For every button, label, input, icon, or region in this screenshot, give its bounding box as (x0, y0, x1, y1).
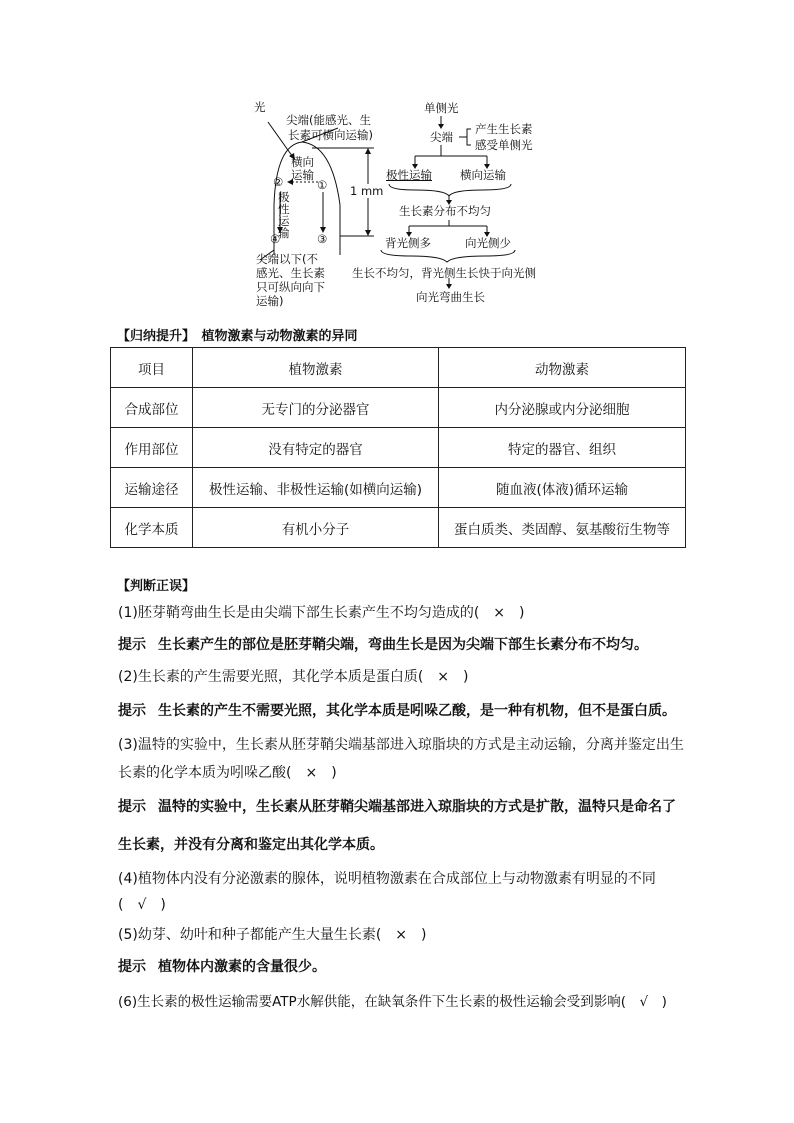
hint-5 (118, 956, 326, 976)
tip-note-line1: 尖端(能感光、生 (286, 113, 371, 127)
polar-char-3: 运 (278, 214, 290, 228)
question-2: (2)生长素的产生需要光照，其化学本质是蛋白质( × ) (118, 669, 469, 685)
table-cell: 化学本质 (111, 508, 193, 548)
table-cell: 运输途径 (111, 468, 193, 508)
circle-1: ① (317, 178, 328, 192)
circle-3: ③ (317, 232, 328, 246)
question-1: (1)胚芽鞘弯曲生长是由尖端下部生长素产生不均匀造成的( × ) (118, 605, 525, 621)
lateral-label-2: 运输 (291, 168, 314, 182)
question-3-line1: (3)温特的实验中，生长素从胚芽鞘尖端基部进入琼脂块的方式是主动运输，分离并鉴定出生 (118, 737, 684, 753)
polar-char-1: 极 (278, 190, 290, 204)
question-3-line2: 长素的化学本质为吲哚乙酸( × ) (118, 765, 337, 781)
table-cell: 内分泌腺或内分泌细胞 (439, 388, 686, 428)
back-side-more-label: 背光侧多 (385, 236, 431, 250)
dim-label: 1 mm (350, 184, 384, 198)
table-row (111, 428, 686, 468)
polar-char-4: 输 (278, 226, 290, 240)
hint-1 (118, 634, 648, 654)
hint-3-line1 (118, 796, 676, 816)
hint-label: 提示 (118, 799, 146, 815)
table-row (111, 388, 686, 428)
below-note-line1: 尖端以下(不 (256, 252, 318, 266)
table-row (111, 508, 686, 548)
polar-transport-label: 极性运输 (386, 168, 432, 182)
below-note-line4: 运输) (256, 294, 284, 308)
below-note-line2: 感光、生长素 (256, 266, 325, 280)
sense-light-label: 感受单侧光 (475, 138, 533, 152)
table-row (111, 468, 686, 508)
table-cell: 特定的器官、组织 (439, 428, 686, 468)
question-4-line1: (4)植物体内没有分泌激素的腺体，说明植物激素在合成部位上与动物激素有明显的不同 (118, 871, 656, 887)
lateral-transport-label: 横向运输 (460, 168, 506, 182)
circle-2: ② (273, 175, 284, 189)
produce-auxin-label: 产生生长素 (475, 122, 533, 136)
hint-text: 温特的实验中，生长素从胚芽鞘尖端基部进入琼脂块的方式是扩散，温特只是命名了 (158, 799, 676, 815)
hint-text: 植物体内激素的含量很少。 (158, 959, 326, 975)
question-5: (5)幼芽、幼叶和种子都能产生大量生长素( × ) (118, 927, 427, 943)
table-header: 动物激素 (439, 348, 686, 388)
comparison-table (110, 347, 686, 548)
light-label: 光 (254, 100, 266, 114)
phototropism-result-label: 向光弯曲生长 (416, 290, 485, 304)
table-cell: 无专门的分泌器官 (193, 388, 439, 428)
uneven-growth-label: 生长不均匀，背光侧生长快于向光侧 (352, 266, 536, 280)
table-header: 植物激素 (193, 348, 439, 388)
table-cell: 作用部位 (111, 428, 193, 468)
table-cell: 极性运输、非极性运输(如横向运输) (193, 468, 439, 508)
question-4-line2: ( √ ) (118, 897, 166, 913)
table-header-row (111, 348, 686, 388)
tip-label: 尖端 (430, 130, 453, 144)
uneven-distribution-label: 生长素分布不均匀 (399, 204, 491, 218)
judge-title: 【判断正误】 (117, 579, 196, 594)
summary-title: 【归纳提升】 植物激素与动物激素的异同 (117, 329, 358, 344)
table-cell: 没有特定的器官 (193, 428, 439, 468)
below-note-line3: 只可纵向向下 (256, 280, 325, 294)
unilateral-light-label: 单侧光 (424, 101, 459, 115)
face-side-less-label: 向光侧少 (465, 236, 511, 250)
hint-label: 提示 (118, 703, 146, 719)
table-cell: 有机小分子 (193, 508, 439, 548)
circle-4: ④ (270, 232, 281, 246)
hint-text: 生长素产生的部位是胚芽鞘尖端，弯曲生长是因为尖端下部生长素分布不均匀。 (158, 637, 648, 653)
table-cell: 蛋白质类、类固醇、氨基酸衍生物等 (439, 508, 686, 548)
tip-note-line2: 长素可横向运输) (288, 128, 373, 142)
table-cell: 合成部位 (111, 388, 193, 428)
hint-text: 生长素的产生不需要光照，其化学本质是吲哚乙酸，是一种有机物，但不是蛋白质。 (158, 703, 676, 719)
polar-char-2: 性 (278, 202, 290, 216)
table-header: 项目 (111, 348, 193, 388)
hint-2 (118, 700, 676, 720)
hint-3-line2: 生长素，并没有分离和鉴定出其化学本质。 (118, 837, 384, 853)
hint-label: 提示 (118, 637, 146, 653)
lateral-label-1: 横向 (291, 155, 314, 169)
question-6: (6)生长素的极性运输需要ATP水解供能，在缺氧条件下生长素的极性运输会受到影响( √ ) (118, 994, 667, 1010)
table-cell: 随血液(体液)循环运输 (439, 468, 686, 508)
hint-label: 提示 (118, 959, 146, 975)
